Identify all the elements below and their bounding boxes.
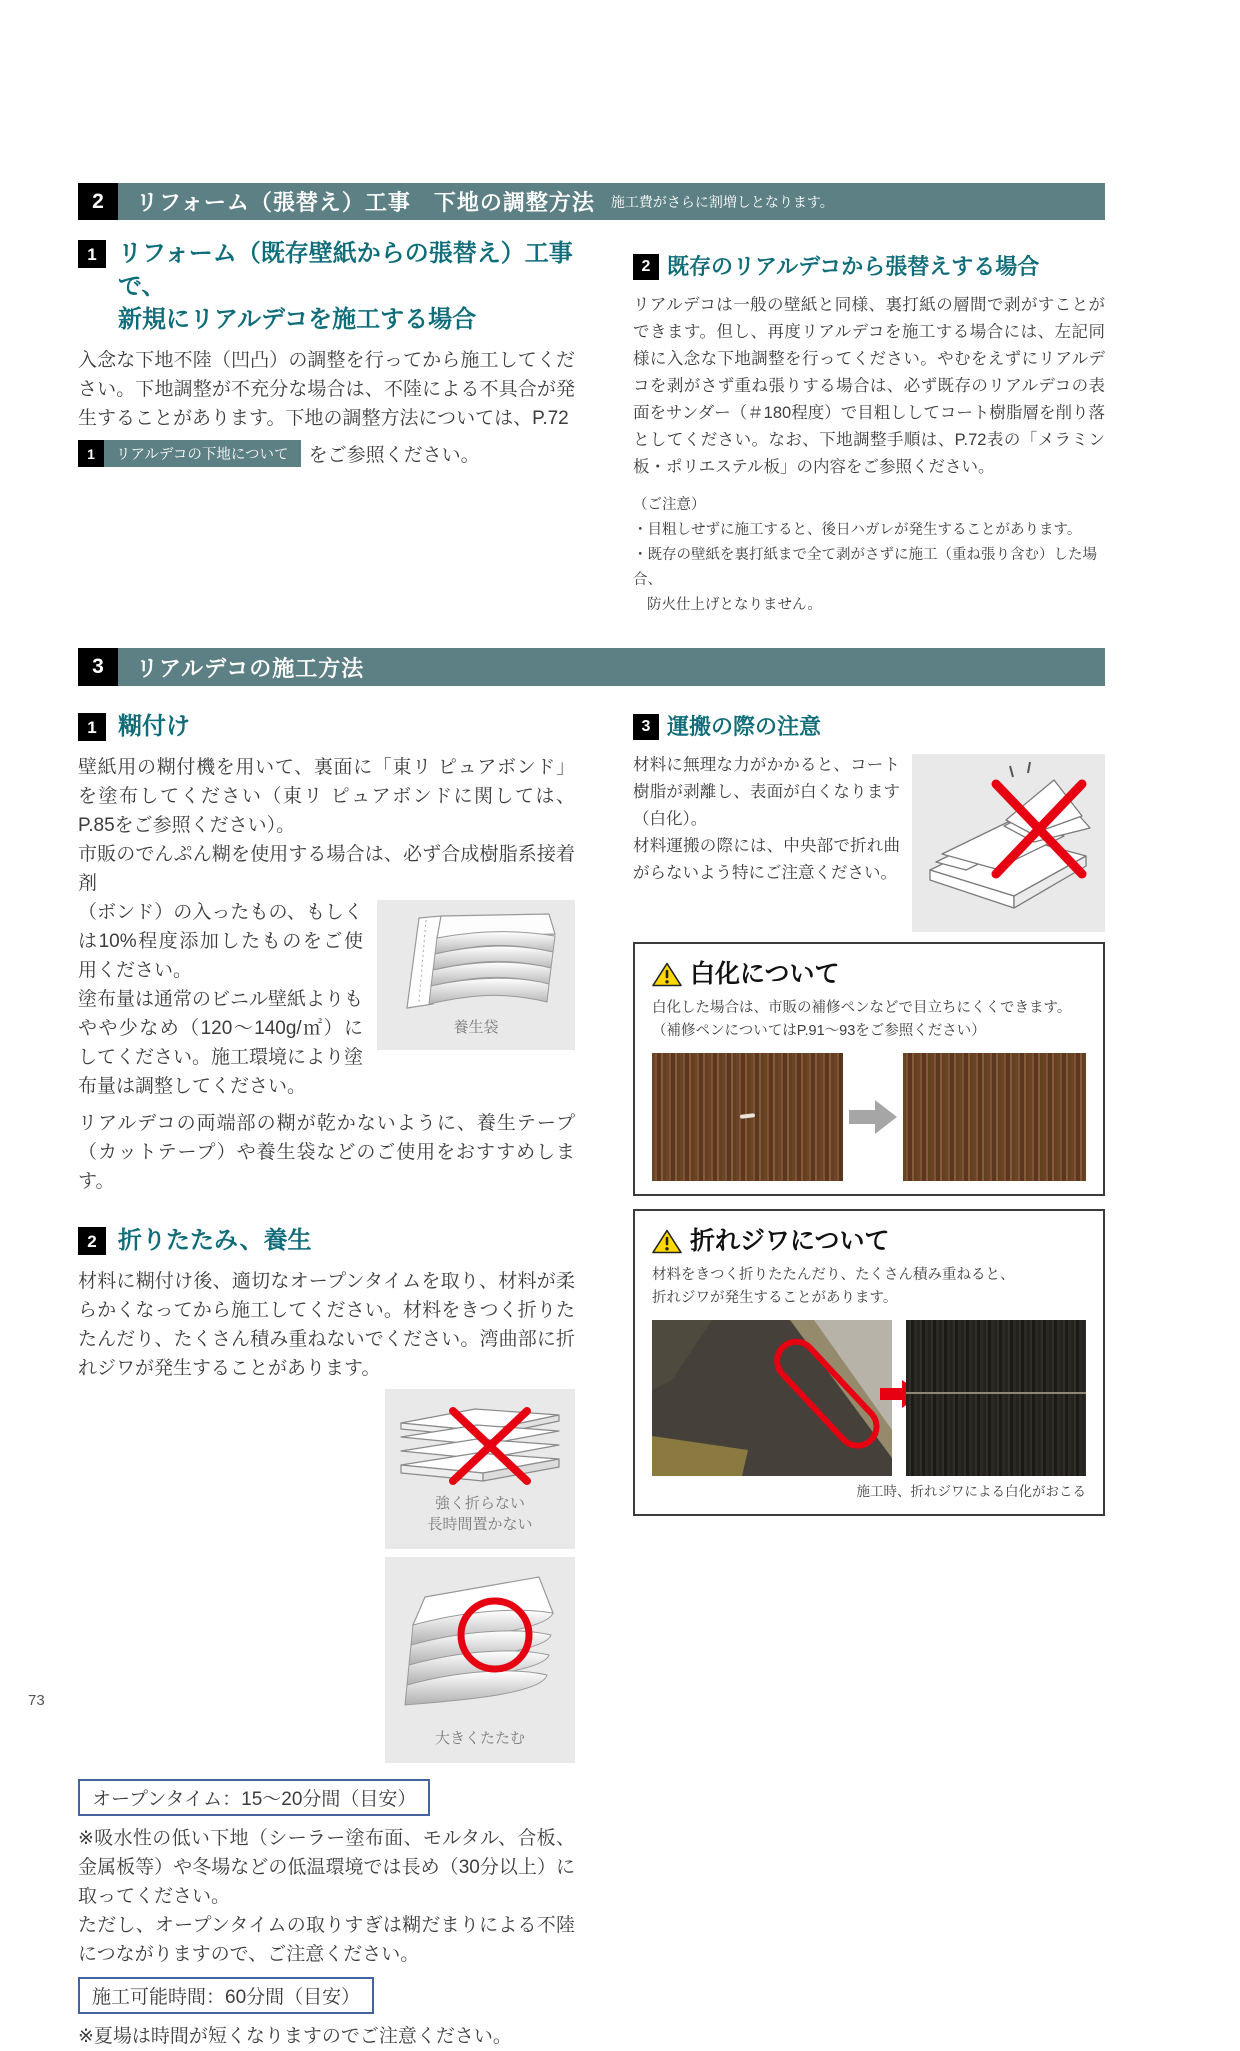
reference-badge-label: リアルデコの下地について [104,440,301,467]
reform-existing-number-badge: 2 [633,254,659,280]
reform-new-number-badge: 1 [78,240,106,268]
installation-right-column [633,712,1105,1516]
page-number: 73 [28,1692,45,1709]
section-3-bar [78,648,1105,686]
section-2-bar [78,183,1105,220]
crease-closeup-photo [652,1320,892,1476]
whitening-warning-box [633,942,1105,1196]
reform-new-heading-line2: 新規にリアルデコを施工する場合 [118,306,477,333]
reference-line [78,440,575,467]
crease-warning-box [633,1209,1105,1516]
crease-title-row [652,1225,1086,1257]
installation-left-column [78,710,575,2051]
reform-existing-heading [633,252,1105,282]
reform-new-block [78,237,575,467]
whitening-title: 白化について [690,960,840,988]
caution-item-2: ・既存の壁紙を裏打紙まで全て剥がさずに施工（重ね張り含む）した場合、 [633,547,1097,588]
section-2-number-badge: 2 [78,183,118,220]
reform-existing-block [633,252,1105,618]
worktime-box: 施工可能時間：60分間（目安） [78,1977,374,2014]
transport-body-2: 材料運搬の際には、中央部で折れ曲がらないよう特にご注意ください。 [633,837,900,882]
fold-heading-text: 折りたたみ、養生 [118,1227,312,1254]
folded-sheet-in-bag-icon [389,912,564,1012]
fold-note-2: ただし、オープンタイムの取りすぎは糊だまりによる不陸につながりますので、ご注意ください。 [78,1915,575,1965]
figure-do-not-fold-label-1: 強く折らない [434,1495,525,1512]
reform-new-body: 入念な下地不陸（凹凸）の調整を行ってから施工してください。下地調整が不充分な場合は、不陸による不具合が発生することがあります。下地の調整方法については、P.72 [78,350,575,429]
transport-body-1: 材料に無理な力がかかると、コート樹脂が剥離し、表面が白くなります（白化）。 [633,756,900,828]
caution-title: （ご注意） [633,497,706,513]
crease-body-line2: 折れジワが発生することがあります。 [652,1290,898,1306]
figure-protective-bag-label: 養生袋 [453,1019,499,1036]
glue-heading-text: 糊付け [118,713,190,740]
figure-do-not-fold [385,1389,575,1549]
transport-heading [633,712,1105,742]
arrow-right-icon [849,1097,897,1137]
section-3-number-badge: 3 [78,648,118,686]
bent-material-x-icon [912,754,1105,932]
caution-item-1: ・目粗しせずに施工すると、後日ハガレが発生することがあります。 [633,522,1082,538]
transport-heading-text: 運搬の際の注意 [667,714,822,739]
figure-fold-loosely-label: 大きくたたむ [434,1730,525,1747]
section-3-title: リアルデコの施工方法 [136,655,365,681]
reference-badge [78,440,301,467]
glue-body-1: 壁紙用の糊付機を用いて、裏面に「東リ ピュアボンド」を塗布してください（東リ ピュアボンドに関しては、P.85をご参照ください）。 [78,757,575,836]
reform-existing-heading-text: 既存のリアルデコから張替えする場合 [667,254,1040,279]
whitening-defect-mark [740,1114,755,1120]
warning-icon [652,961,682,988]
crease-body [652,1264,1086,1310]
whitening-title-row [652,958,1086,990]
transport-number-badge: 3 [633,714,659,740]
opentime-box: オープンタイム：15〜20分間（目安） [78,1779,430,1816]
caution-item-3: 防火仕上げとなりません。 [647,597,822,613]
wood-photo-whitened [652,1053,843,1181]
dark-wood-crease-photo [906,1320,1086,1476]
figure-fold-loosely [385,1557,575,1763]
figure-do-not-bend [912,754,1105,932]
reform-new-heading-text [118,237,575,336]
crease-title: 折れジワについて [690,1227,890,1255]
tightly-folded-stack-x-icon [395,1403,565,1488]
reform-new-heading-line1: リフォーム（既存壁紙からの張替え）工事で、 [118,240,573,300]
reference-suffix: をご参照ください。 [308,445,480,466]
crease-photo-row [652,1320,1086,1476]
wood-photo-repaired [903,1053,1086,1181]
glue-body-2b: （ボンド）の入ったもの、もしくは10%程度添加したものをご使用ください。 [78,902,363,981]
glue-heading [78,710,575,743]
loosely-folded-stack-circle-icon [395,1573,565,1723]
glue-number-badge: 1 [78,713,106,741]
whitening-body-line1: 白化した場合は、市販の補修ペンなどで目立ちにくくできます。 [652,1000,1072,1016]
figure-protective-bag [377,900,575,1050]
fold-number-badge: 2 [78,1227,106,1255]
reference-badge-number: 1 [78,440,104,467]
fold-body: 材料に糊付け後、適切なオープンタイムを取り、材料が柔らかくなってから施工してください。材料をきつく折りたたんだり、たくさん積み重ねないでください。湾曲部に折れジワが発生することがあります。 [78,1271,575,1379]
whitening-photo-row [652,1053,1086,1181]
caution-block [633,493,1105,618]
section-2-note: 施工費がさらに割増しとなります。 [610,193,834,210]
reform-existing-body: リアルデコは一般の壁紙と同様、裏打紙の層間で剥がすことができます。但し、再度リアルデコを施工する場合には、左記同様に入念な下地調整を行ってください。やむをえずにリアルデコを剥がさず重ね張りする場合は、必ず既存のリアルデコの表面をサンダー（＃180程度）で目粗ししてコート樹脂層を削り落としてください。なお、下地調整手順は、P.72表の「メラミン板・ポリエステル板」の内容をご参照ください。 [633,296,1105,476]
fold-heading [78,1224,575,1257]
glue-body-4: リアルデコの両端部の糊が乾かないように、養生テープ（カットテープ）や養生袋などのご使用をおすすめします。 [78,1113,575,1192]
section-2-title: リフォーム（張替え）工事 下地の調整方法 [136,190,595,215]
whitening-body [652,997,1086,1043]
reform-new-heading [78,237,575,336]
figure-do-not-fold-label-2: 長時間置かない [427,1516,533,1533]
glue-body-2a: 市販のでんぷん糊を使用する場合は、必ず合成樹脂系接着剤 [78,844,575,894]
crease-photo-caption: 施工時、折れジワによる白化がおこる [856,1484,1086,1499]
fold-note-1: ※吸水性の低い下地（シーラー塗布面、モルタル、合板、金属板等）や冬場などの低温環境では長め（30分以上）に取ってください。 [78,1828,575,1907]
fold-note-3: ※夏場は時間が短くなりますのでご注意ください。 [78,2026,512,2047]
crease-body-line1: 材料をきつく折りたたんだり、たくさん積み重ねると、 [652,1267,1015,1283]
whitening-body-line2: （補修ペンについてはP.91〜93をご参照ください） [652,1023,986,1039]
warning-icon [652,1228,682,1255]
glue-body-3: 塗布量は通常のビニル壁紙よりもやや少なめ（120〜140g/㎡）にしてください。施工環境により塗布量は調整してください。 [78,989,364,1097]
crease-whitening-line [906,1392,1086,1394]
